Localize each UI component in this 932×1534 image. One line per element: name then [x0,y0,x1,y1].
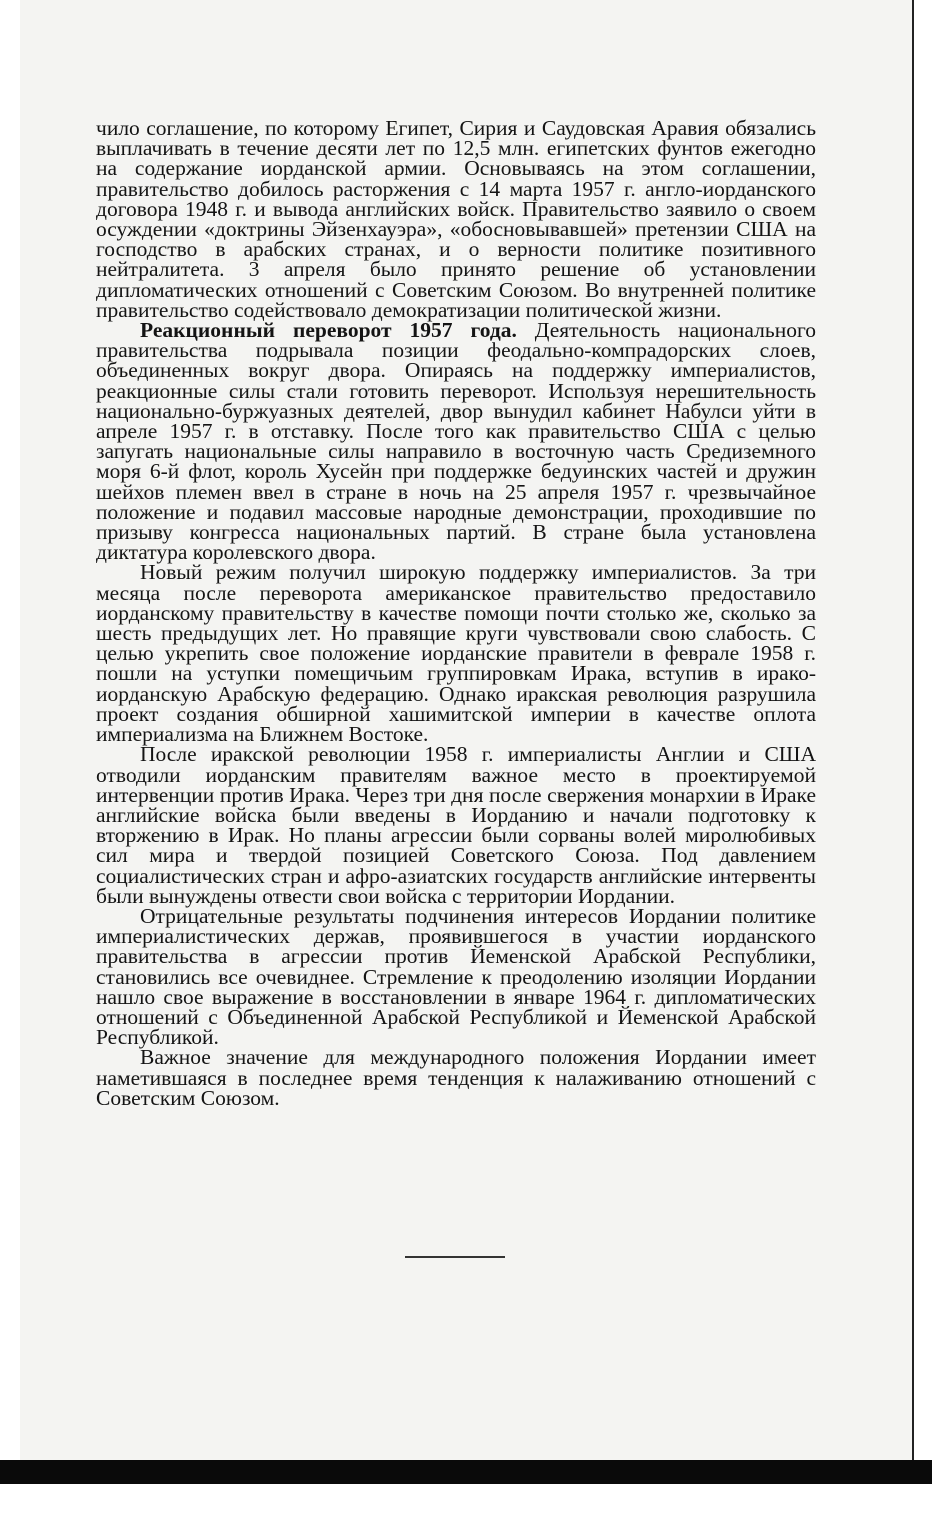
paragraph-3 [96,560,816,747]
scan-bottom-edge [0,1460,932,1484]
paragraph-3-text: Новый режим получил широкую поддержку империалистов. За три месяца после переворота американское правительство предоставило иорданскому правительству в качестве помощи почти столько же, сколько за шесть предыдущих лет. Но правящие круги чувствовали свою слабость. С целью укрепить свое положение иорданские правители в феврале 1958 г. пошли на уступки помещичьим группировкам Ирака, вступив в ирако-иорданскую Арабскую федерацию. Однако иракская революция разрушила проект создания обширной хашимитской империи в качестве оплота империализма на Ближнем Востоке. [96,560,816,747]
paragraph-2 [96,318,816,565]
section-heading-reactionary-coup: Реакционный переворот 1957 года. [140,318,517,343]
paragraph-6-text: Важное значение для международного положения Иордании имеет наметившаяся в последнее время тенденция к налаживанию отношений с Советским Союзом. [96,1045,816,1110]
end-of-chapter-rule [405,1256,505,1258]
paragraph-1 [96,118,816,320]
scan-bottom-margin [0,1484,932,1534]
paragraph-4 [96,744,816,906]
paragraph-4-text: После иракской революции 1958 г. империалисты Англии и США отводили иорданским правителям важное место в проектируемой интервенции против Ирака. Через три дня после свержения монархии в Ираке английские войска были введены в Иорданию и начали подготовку к вторжению в Ирак. Но планы агрессии были сорваны волей миролюбивых сил мира и твердой позицией Советского Союза. Под давлением социалистических стран и афро-азиатских государств английские интервенты были вынуждены отвести свои войска с территории Иордании. [96,742,816,908]
paragraph-5-text: Отрицательные результаты подчинения интересов Иордании политике империалистических держав, проявившегося в участии иорданского правительства в агрессии против Йеменской Арабской Республики, становились все очевиднее. Стремление к преодолению изоляции Иордании нашло свое выражение в восстановлении в январе 1964 г. дипломатических отношений с Объединенной Арабской Республикой и Йеменской Арабской Республикой. [96,903,816,1050]
paragraph-5 [96,903,816,1050]
paragraph-1-text: чило соглашение, по которому Египет, Сирия и Саудовская Аравия обязались выплачивать в течение десяти лет по 12,5 млн. египетских фунтов ежегодно на содержание иорданской армии. Основываясь на этом соглашении, правительство добилось расторжения с 14 марта 1957 г. англо-иорданского договора 1948 г. и вывода английских войск. Правительство заявило о своем осуждении «доктрины Эйзенхауэра», «обосновывавшей» претензии США на господство в арабских странах, и о верности политике позитивного нейтралитета. 3 апреля было принято решение об установлении дипломатических отношений с Советским Союзом. Во внутренней политике правительство содействовало демократизации политической жизни. [96,116,816,322]
body-text [96,118,816,1108]
paragraph-6 [96,1047,816,1108]
book-page [20,0,914,1460]
paragraph-2-text: Деятельность национального правительства подрывала позиции феодально-компрадорских слоев, объединенных вокруг двора. Опираясь на поддержку империалистов, реакционные силы стали готовить переворот. Используя нерешительность национально-буржуазных деятелей, двор вынудил кабинет Набулси уйти в апреле 1957 г. в отставку. После того как правительство США с целью запугать национальные силы направило в восточную часть Средиземного моря 6-й флот, король Хусейн при поддержке бедуинских частей и дружин шейхов племен ввел в стране в ночь на 25 апреля 1957 г. чрезвычайное положение и подавил массовые народные демонстрации, проходившие по призыву конгресса национальных партий. В стране была установлена диктатура королевского двора. [96,318,816,565]
